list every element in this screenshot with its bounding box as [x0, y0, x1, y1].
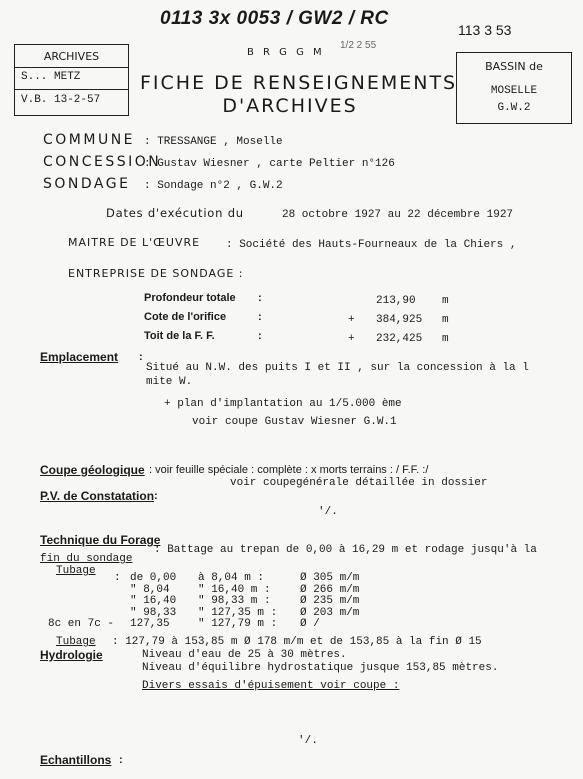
hydrologie-line3: Divers essais d'épuisement voir coupe :: [142, 680, 400, 692]
handwritten-reference: 0113 3x 0053 / GW2 / RC: [160, 8, 389, 29]
archives-stamp-box: [14, 44, 129, 116]
sondage-label: SONDAGE: [43, 176, 131, 192]
handwritten-right-number: 113 3 53: [458, 22, 512, 38]
entreprise-label: ENTREPRISE DE SONDAGE :: [68, 267, 244, 280]
bassin-line1: MOSELLE: [490, 85, 538, 97]
emplacement-label: Emplacement: [40, 350, 119, 364]
hydrologie-line2: Niveau d'équilibre hydrostatique jusque 153,85 mètres.: [142, 662, 499, 674]
dates-label: Dates d'exécution du: [106, 206, 244, 220]
commune-label: COMMUNE: [43, 132, 136, 148]
tubage-row-prefix: 8c en 7c -: [48, 618, 115, 630]
measure-label-toit: Toit de la F. F.: [144, 330, 215, 342]
measure-label-cote: Cote de l'orifice: [144, 311, 227, 323]
maitre-value: : Société des Hauts-Fourneaux de la Chiers ,: [226, 239, 517, 251]
concession-label: CONCESSION: [43, 154, 162, 170]
sondage-value: : Sondage n°2 , G.W.2: [144, 180, 283, 192]
tubage-row-to: " 98,33 m :: [198, 595, 271, 607]
commune-value: : TRESSANGE , Moselle: [144, 136, 283, 148]
measure-sign-cote: +: [348, 314, 355, 326]
pv-colon: :: [154, 490, 158, 502]
archives-line1: S... METZ: [21, 71, 81, 83]
coupe-text: : voir feuille spéciale : complète : x morts terrains : / F.F. :/: [149, 464, 429, 476]
concession-value: : Gustav Wiesner , carte Peltier n°126: [144, 158, 395, 170]
tubage-row-dia: Ø /: [300, 618, 320, 630]
measure-unit-toit: m: [442, 333, 449, 345]
tubage-row-from: 127,35: [130, 618, 170, 630]
echantillons-label: Echantillons: [40, 753, 112, 767]
tubage-row-to: " 127,79 m :: [198, 618, 278, 630]
pv-mark: '/.: [318, 506, 338, 518]
tubage-row-to: à 8,04 m :: [198, 572, 265, 584]
measure-unit-profondeur: m: [442, 295, 449, 307]
technique-value: : Battage au trepan de 0,00 à 16,29 m et rodage jusqu'à la: [154, 544, 537, 556]
emplacement-line4: voir coupe Gustav Wiesner G.W.1: [192, 416, 397, 428]
echantillons-colon: :: [119, 754, 123, 766]
tubage-row-to: " 16,40 m :: [198, 583, 271, 596]
hydrologie-label: Hydrologie: [40, 648, 103, 662]
separator-mark: '/.: [298, 735, 318, 747]
measure-unit-cote: m: [442, 314, 449, 326]
coupe-label: Coupe géologique: [40, 463, 145, 477]
emplacement-line2: mite W.: [146, 376, 193, 388]
maitre-label: MAITRE DE L'ŒUVRE: [68, 236, 201, 249]
tubage-row-to: " 127,35 m :: [198, 606, 278, 619]
archives-title: ARCHIVES: [43, 50, 100, 63]
tubage2-value: : 127,79 à 153,85 m Ø 178 m/m et de 153,85 à la fin Ø 15: [112, 636, 482, 648]
measure-value-cote: 384,925: [376, 314, 423, 326]
measure-value-profondeur: 213,90: [376, 295, 416, 307]
stamp-marks: 1/2 2 55: [340, 40, 377, 51]
document-title: [140, 72, 458, 118]
measure-value-toit: 232,425: [376, 333, 423, 345]
archives-line2: V.B. 13-2-57: [21, 94, 101, 106]
tubage-row-from: de 0,00: [130, 572, 177, 584]
tubage-row-from: " 98,33: [130, 606, 177, 619]
hydrologie-line1: Niveau d'eau de 25 à 30 mètres.: [142, 649, 347, 661]
bassin-title: BASSIN de: [485, 60, 543, 73]
technique-label2: fin du sondage: [40, 553, 133, 565]
dates-value: 28 octobre 1927 au 22 décembre 1927: [282, 209, 514, 221]
tubage-row-from: " 16,40: [130, 595, 177, 607]
tubage-row-dia: Ø 235 m/m: [300, 595, 360, 607]
measure-sign-toit: +: [348, 333, 355, 345]
document-title-line2: D'ARCHIVES: [222, 95, 358, 117]
pv-label: P.V. de Constatation: [40, 489, 155, 503]
tubage-row-from: " 8,04: [130, 583, 170, 596]
tubage-row-dia: Ø 203 m/m: [300, 606, 360, 619]
document-title-line1: FICHE DE RENSEIGNEMENTS: [140, 72, 458, 94]
bassin-box: [456, 52, 572, 124]
tubage-row-dia: Ø 266 m/m: [300, 583, 360, 596]
tubage2-label: Tubage: [56, 636, 96, 648]
bassin-line2: G.W.2: [497, 102, 531, 114]
tubage-row-dia: Ø 305 m/m: [300, 572, 360, 584]
emplacement-line1: Situé au N.W. des puits I et II , sur la concession à la l: [146, 362, 529, 374]
coupe-line2: voir coupegénérale détaillée in dossier: [230, 477, 488, 489]
measure-label-profondeur: Profondeur totale: [144, 292, 236, 304]
technique-label: Technique du Forage: [40, 533, 161, 547]
emplacement-line3: + plan d'implantation au 1/5.000 ème: [164, 398, 402, 410]
brggm-header: B R G G M: [247, 47, 325, 58]
tubage-label: Tubage: [56, 565, 96, 577]
